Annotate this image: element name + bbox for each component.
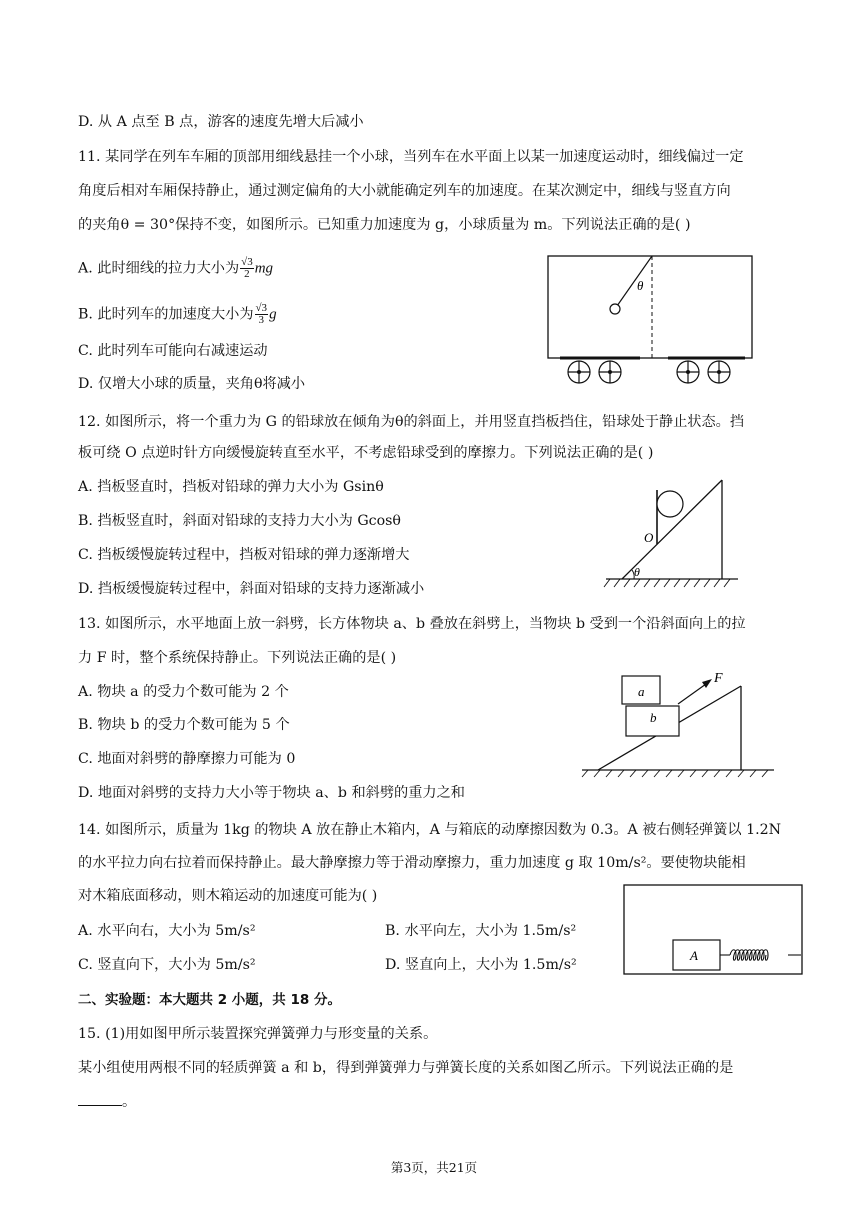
q14-a-label: A — [690, 948, 698, 963]
q12-theta-label: θ — [634, 565, 640, 579]
q13-stem-line1: 13. 如图所示，水平地面上放一斜劈，长方体物块 a、b 叠放在斜劈上，当物块 b 受到一个沿斜面向上的拉 — [78, 616, 746, 632]
q15-stem-line2: 某小组使用两根不同的轻质弹簧 a 和 b，得到弹簧弹力与弹簧长度的关系如图乙所示。下列说法正确的是 — [78, 1060, 734, 1076]
q13-stem-line2: 力 F 时，整个系统保持静止。下列说法正确的是( ) — [78, 650, 397, 666]
q10-option-d: D. 从 A 点至 B 点，游客的速度先增大后减小 — [78, 114, 364, 130]
q14-option-a: A. 水平向右，大小为 5m/s² — [78, 923, 256, 939]
q11-theta-label: θ — [637, 278, 644, 293]
q12-o-label: O — [644, 530, 654, 545]
q11-option-a: A. 此时细线的拉力大小为 $\frac{√3}{2}$ mg — [78, 256, 274, 280]
q11-option-c: C. 此时列车可能向右减速运动 — [78, 343, 268, 359]
section-2-title: 二、实验题：本大题共 2 小题，共 18 分。 — [78, 992, 341, 1008]
q12-incline-figure — [600, 476, 740, 592]
train-wheel — [568, 361, 730, 383]
q15-stem-line1: 15. (1)用如图甲所示装置探究弹簧弹力与形变量的关系。 — [78, 1026, 438, 1042]
q13-option-b: B. 物块 b 的受力个数可能为 5 个 — [78, 717, 290, 733]
q13-option-a: A. 物块 a 的受力个数可能为 2 个 — [78, 684, 289, 700]
q14-stem-line1: 14. 如图所示，质量为 1kg 的物块 A 放在静止木箱内，A 与箱底的动摩擦因数为 0.3。A 被右侧轻弹簧以 1.2N — [78, 822, 782, 838]
answer-blank — [78, 1093, 122, 1106]
q14-option-d: D. 竖直向上，大小为 1.5m/s² — [385, 957, 577, 973]
q12-option-b: B. 挡板竖直时，斜面对铅球的支持力大小为 Gcosθ — [78, 513, 401, 529]
q14-box-figure — [623, 884, 805, 976]
q12-option-a: A. 挡板竖直时，挡板对铅球的弹力大小为 Gsinθ — [78, 479, 384, 495]
q13-b-label: b — [650, 710, 657, 725]
q12-option-d: D. 挡板缓慢旋转过程中，斜面对铅球的支持力逐渐减小 — [78, 581, 425, 597]
q11-stem-line3: 的夹角θ = 30°保持不变，如图所示。已知重力加速度为 g，小球质量为 m。下列说法正确的是( ) — [78, 217, 691, 233]
q12-stem-line1: 12. 如图所示，将一个重力为 G 的铅球放在倾角为θ的斜面上，并用竖直挡板挡住，铅球处于静止状态。挡 — [78, 414, 745, 430]
q13-option-d: D. 地面对斜劈的支持力大小等于物块 a、b 和斜劈的重力之和 — [78, 785, 465, 801]
q14-option-c: C. 竖直向下，大小为 5m/s² — [78, 957, 256, 973]
q11-option-d: D. 仅增大小球的质量，夹角θ将减小 — [78, 376, 306, 392]
q15-stem-line3: 。 — [78, 1092, 136, 1112]
q12-stem-line2: 板可绕 O 点逆时针方向缓慢旋转直至水平，不考虑铅球受到的摩擦力。下列说法正确的是( ) — [78, 445, 654, 461]
page-footer: 第3页，共21页 — [390, 1160, 478, 1175]
q11-stem-line1: 11. 某同学在列车车厢的顶部用细线悬挂一个小球，当列车在水平面上以某一加速度运动时，细线偏过一定 — [78, 149, 744, 165]
q13-f-label: F — [714, 671, 723, 686]
q11-stem-line2: 角度后相对车厢保持静止，通过测定偏角的大小就能确定列车的加速度。在某次测定中，细线与竖直方向 — [78, 183, 731, 199]
q14-stem-line3: 对木箱底面移动，则木箱运动的加速度可能为( ) — [78, 888, 378, 904]
q11-option-b: B. 此时列车的加速度大小为 $\frac{√3}{3}$ g — [78, 302, 277, 326]
q12-option-c: C. 挡板缓慢旋转过程中，挡板对铅球的弹力逐渐增大 — [78, 547, 410, 563]
q14-option-b: B. 水平向左，大小为 1.5m/s² — [385, 923, 577, 939]
q14-stem-line2: 的水平拉力向右拉着而保持静止。最大静摩擦力等于滑动摩擦力，重力加速度 g 取 10m/s²。要使物块能相 — [78, 855, 746, 871]
q13-wedge-figure — [578, 664, 778, 776]
q13-a-label: a — [638, 684, 645, 699]
q11-train-figure — [540, 250, 760, 390]
q13-option-c: C. 地面对斜劈的静摩擦力可能为 0 — [78, 751, 296, 767]
